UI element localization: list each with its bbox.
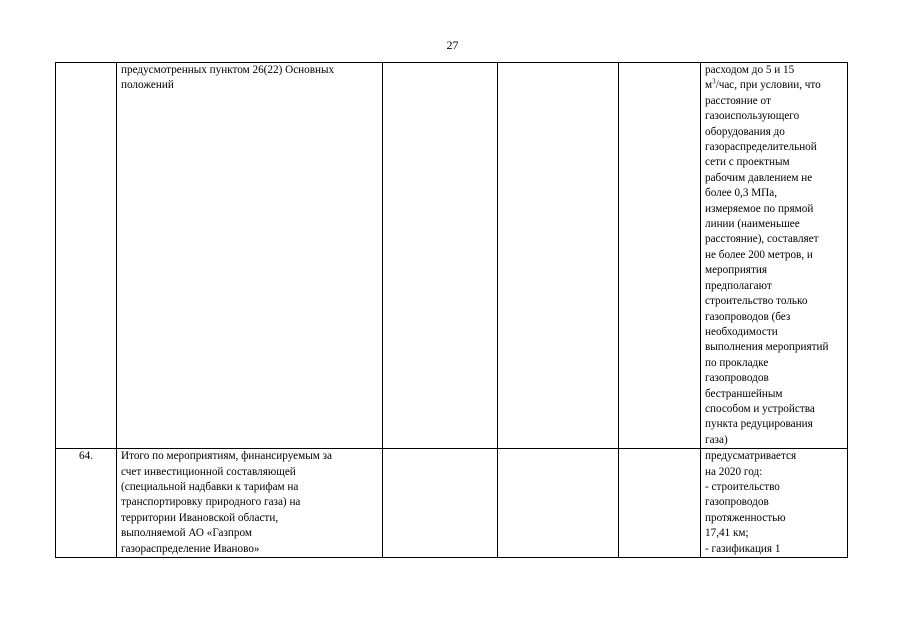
note-line: газораспределительной	[705, 141, 817, 154]
measure-name-line: газораспределение Иваново»	[121, 542, 260, 555]
note-line: газопроводов	[705, 372, 769, 385]
note-line: - газификация 1	[705, 542, 781, 555]
empty-cell	[619, 63, 701, 449]
page-number: 27	[446, 38, 459, 52]
note-line: - строительство	[705, 480, 780, 493]
measure-name-cell	[117, 449, 383, 558]
measure-name-line: положений	[121, 79, 174, 92]
row-number-cell	[56, 63, 117, 449]
note-line: рабочим давлением не	[705, 171, 813, 184]
note-line: мероприятия	[705, 264, 767, 277]
note-line: измеряемое по прямой	[705, 202, 814, 215]
note-line: 17,41 км;	[705, 527, 749, 540]
note-text: /час, при условии, что	[715, 79, 821, 92]
note-line: оборудования до	[705, 125, 785, 138]
table-row	[56, 449, 848, 558]
note-line: способом и устройства	[705, 402, 815, 415]
note-line: строительство только	[705, 295, 808, 308]
note-line: на 2020 год:	[705, 465, 763, 478]
note-line	[705, 78, 843, 93]
note-line: более 0,3 МПа,	[705, 187, 778, 200]
row-number-cell: 64.	[56, 449, 117, 558]
note-line: бестраншейным	[705, 387, 783, 400]
note-line: выполнения мероприятий	[705, 341, 829, 354]
note-line: расходом до 5 и 15	[705, 64, 795, 76]
note-line: предусматривается	[705, 450, 797, 463]
empty-cell	[383, 63, 498, 449]
note-line: не более 200 метров, и	[705, 248, 813, 261]
measure-name-line: предусмотренных пунктом 26(22) Основных	[121, 64, 335, 76]
note-cell	[701, 63, 848, 449]
measure-name-line: территории Ивановской области,	[121, 511, 279, 524]
unit-text: м	[705, 79, 713, 92]
note-line: газопроводов (без	[705, 310, 791, 323]
note-line: по прокладке	[705, 356, 769, 369]
measures-table	[55, 62, 848, 558]
empty-cell	[498, 449, 619, 558]
empty-cell	[383, 449, 498, 558]
note-line: расстояние), составляет	[705, 233, 819, 246]
note-line: линии (наименьшее	[705, 218, 800, 231]
note-line: газопроводов	[705, 496, 769, 509]
note-line: необходимости	[705, 325, 778, 338]
note-line: пункта редуцирования	[705, 418, 813, 431]
note-line: сети с проектным	[705, 156, 790, 169]
table-row	[56, 63, 848, 449]
unit-superscript: 3	[712, 77, 716, 86]
empty-cell	[498, 63, 619, 449]
empty-cell	[619, 449, 701, 558]
measure-name-line: (специальной надбавки к тарифам на	[121, 480, 299, 493]
note-line: расстояние от	[705, 94, 771, 107]
note-line: газоиспользующего	[705, 110, 800, 123]
note-line: предполагают	[705, 279, 772, 292]
measure-name-line: транспортировку природного газа) на	[121, 496, 301, 509]
measure-name-line: счет инвестиционной составляющей	[121, 465, 296, 478]
measure-name-cell	[117, 63, 383, 449]
note-line: газа)	[705, 433, 728, 446]
measure-name-line: выполняемой АО «Газпром	[121, 527, 252, 540]
note-cell	[701, 449, 848, 558]
note-line: протяженностью	[705, 511, 786, 524]
measure-name-line: Итого по мероприятиям, финансируемым за	[121, 450, 332, 463]
